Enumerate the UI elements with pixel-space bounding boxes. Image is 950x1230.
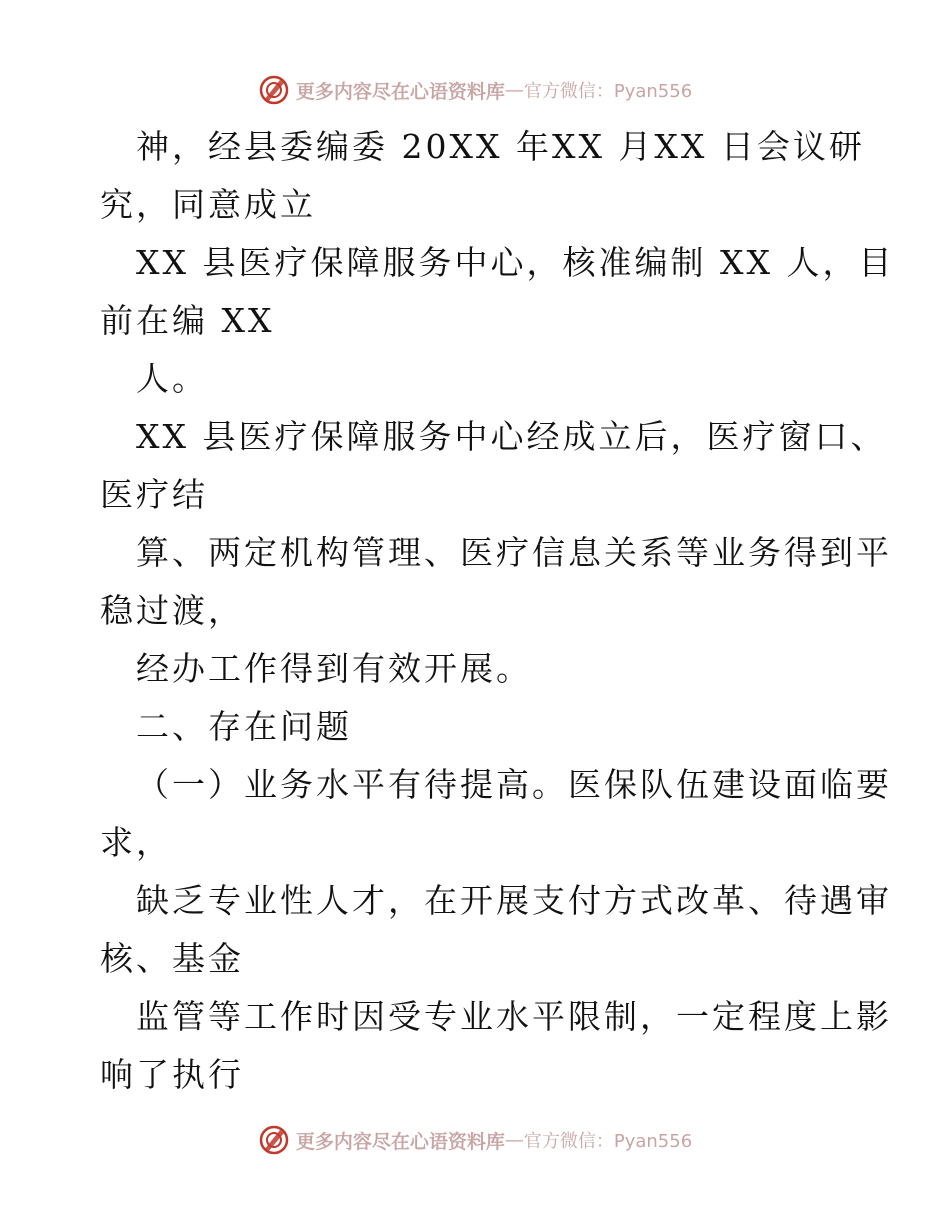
watermark-main-text: 更多内容尽在心语资料库 xyxy=(295,1130,505,1153)
text-line: 前在编 XX xyxy=(100,301,275,340)
footer-watermark xyxy=(0,1120,950,1160)
watermark-sub-text: 官方微信：Pyan556 xyxy=(523,81,693,102)
header-watermark xyxy=(0,70,950,110)
text-line: 监管等工作时因受专业水平限制，一定程度上影 xyxy=(136,997,892,1036)
watermark-dash: — xyxy=(504,79,524,101)
text-line: 响了执行 xyxy=(100,1055,244,1094)
text-line: XX 县医疗保障服务中心经成立后，医疗窗口、 xyxy=(136,417,887,456)
text-line: XX 县医疗保障服务中心，核准编制 XX 人，目 xyxy=(136,243,895,282)
pen-circle-logo-icon xyxy=(258,74,290,106)
text-line: 求， xyxy=(100,823,172,862)
text-line: 稳过渡， xyxy=(100,591,244,630)
text-line: 人。 xyxy=(136,359,208,398)
text-line: （一）业务水平有待提高。医保队伍建设面临要 xyxy=(136,765,892,804)
watermark-dash: — xyxy=(504,1129,524,1151)
watermark-sub-text: 官方微信：Pyan556 xyxy=(523,1131,693,1152)
text-line: 缺乏专业性人才，在开展支付方式改革、待遇审 xyxy=(136,881,892,920)
text-line: 神，经县委编委 20XX 年XX 月XX 日会议研 xyxy=(136,127,865,166)
text-line: 究，同意成立 xyxy=(100,185,316,224)
text-line: 经办工作得到有效开展。 xyxy=(136,649,532,688)
watermark-main-text: 更多内容尽在心语资料库 xyxy=(295,80,505,103)
text-line: 核、基金 xyxy=(100,939,244,978)
text-line: 医疗结 xyxy=(100,475,208,514)
section-heading: 二、存在问题 xyxy=(136,707,352,746)
text-line: 算、两定机构管理、医疗信息关系等业务得到平 xyxy=(136,533,892,572)
pen-circle-logo-icon xyxy=(258,1124,290,1156)
